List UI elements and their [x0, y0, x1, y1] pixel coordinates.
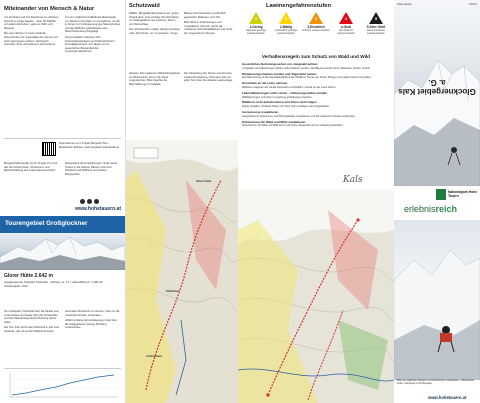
tour-paragraph: Vom Parkplatz Ködnitztal über die Straße zum Lucknerhaus und weiter über die Forststraße und den Wanderweg hinauf Richtung Glorer Hütte. [4, 310, 59, 324]
panel-lawinen [238, 0, 394, 403]
heading-schutzwald: Schutzwald [129, 3, 160, 9]
website-link[interactable]: www.hohetauern.at [75, 206, 121, 212]
website-link[interactable]: www.hohetauern.at [428, 395, 467, 400]
rule-item: Gesetzliches Betretungsverbot von Jungwald achten Jungwald und Aufforstungen dürfen nicht befahren werden. Die Bäume werden durch Skikanten schwer verletzt. [242, 62, 371, 70]
intro-text [4, 16, 121, 136]
tour-text [4, 310, 121, 368]
schutzwald-paragraph: Bitte fahre in Aufforstungen und Jungwäldern nicht ab, meide die markierten Schutzwaldflächen und nutze die vorgesehenen Routen. [184, 21, 233, 35]
danger-level-name: 1-Gering [249, 25, 263, 29]
schutzwald-paragraph: Der Schutzwald in steilen Hängen benötigt viele Jahrzehnte, um zu wachsen. Junge Bäume sind besonders empfindlich gegenüber Skikanten und Tritt. [129, 12, 226, 35]
danger-level-desc: allgemein günstige Lawinensituation [246, 29, 266, 35]
np-logo [394, 186, 480, 204]
intro-paragraph: Kommunikation zwischen den Schutzgebietsträgern und Naturschützern, Grundeigentümern und Jägern ist ein wesentlicher Bestandteil der Lenkungsmaßnahmen. [65, 35, 116, 54]
map-label: Ködnitztal [166, 290, 179, 293]
rules-list [242, 63, 392, 188]
logo-text: Osttirol [468, 3, 477, 6]
map-main[interactable] [238, 190, 394, 403]
danger-level-icon: 2 [279, 12, 293, 24]
map-left[interactable] [126, 140, 238, 403]
erleb-suffix: reich [435, 204, 458, 214]
back-photo [394, 220, 480, 380]
danger-level-name: 3-Erheblich [307, 25, 325, 29]
rule-item: Schutzzonen für Wald und Wild respektieren Schutzzonen für Wald und Wild sind in der Karte dargestellt und im Gelände beschildert. [242, 119, 344, 128]
danger-level-2 [272, 12, 300, 54]
elevation-profile [4, 368, 121, 400]
national-park-icon [436, 189, 446, 200]
danger-levels [242, 12, 390, 54]
panel-schutzwald [126, 0, 238, 403]
heading-miteinander: Miteinander von Mensch & Natur [4, 6, 95, 12]
rule-item: Wildtiere nicht aufscheuchen und ihnen nicht folgen Ruhig verhalten, Abstand halten und Tiere nicht verfolgen oder fotografieren. [242, 100, 330, 109]
section2-paragraph: Respektiere die Empfehlungen, lenke deine Touren in die offenen Räume und nimm Rücksicht auf Wildtiere und andere Bergsportler. [65, 162, 117, 176]
danger-level-5 [362, 12, 390, 54]
tour-photo [0, 233, 125, 270]
map-label: Glorer Hütte [196, 180, 212, 183]
danger-level-desc: mehrheitlich günstige Lawinensituation [274, 29, 298, 35]
section2-paragraph: Bergwelt Miteinander ist ein Projekt von Tirol, das die Schutzzonen, Ruhezonen und Bewirtschaftung des Lebensraumes fördert. [4, 162, 58, 173]
facebook-icon[interactable] [80, 199, 85, 204]
cover-photo [394, 0, 480, 186]
rule-item: Dämmerungsstunden meiden und Tageslicht nutzen Die Dämmerung ist die Hauptaktivitätszeit der Wildtiere. Touren am frühen Morgen und späten Abend vermeiden. [242, 71, 372, 80]
rule-item: Hund bitte an die Leine nehmen Wildtiere reagieren auf Hunde besonders empfindlich. Hunde an der Leine führen. [242, 81, 337, 89]
top-logos [397, 3, 477, 6]
danger-level-icon: 5 [369, 12, 383, 24]
danger-level-4 [332, 12, 360, 54]
back-text: Bitte die markierten Routen und Schutzzonen respektieren – Miteinander sicher unterwegs in der Bergwelt. [397, 379, 475, 385]
danger-level-desc: außerordentliche Lawinensituation [367, 29, 385, 35]
tour-banner: Tourengebiet Großglockner [0, 216, 125, 233]
logo-text: Nationalpark [397, 3, 412, 6]
qr-code-icon[interactable] [42, 142, 56, 156]
qr-section [4, 138, 121, 160]
erleb-prefix: erlebnis [404, 204, 436, 214]
danger-level-name: 4-Groß [340, 25, 352, 29]
danger-level-1 [242, 12, 270, 54]
danger-level-3 [302, 12, 330, 54]
tour-paragraph: Abfahrt entlang der Aufstiegsspur oder über die freigegebenen Hänge Richtung Lucknerhaus. [65, 319, 117, 330]
rules-heading: Verhaltensregeln zum Schutz von Wald und Wild [261, 54, 371, 59]
tour-paragraph: Die Tour führt durch das Ködnitztal in das freie Gelände. Hier ist auf die Wildschutzzonen besonders Rücksicht zu nehmen, bitte nur die markierten Routen verwenden. [4, 310, 120, 333]
danger-level-icon: 3 [309, 12, 323, 24]
intro-paragraph: Bei einer Skitour im freien Gelände überschreiten wir regelmäßig die Grenze und sind Lebensraum anderer, ökologisch wertvoller Tiere und seltener Lebensräume. [4, 32, 58, 47]
panel-nature [0, 0, 125, 403]
youtube-icon[interactable] [94, 199, 99, 204]
heading-lawinen: Lawinengefahrenstufen [266, 3, 332, 9]
rule-item: Lebendfütterungen nicht stören – Fütterungsstellen meiden Wildfütterungen und deren Umgebung großräumig umgehen. [242, 90, 328, 99]
danger-level-desc: kritische Lawinensituation [302, 29, 330, 32]
hint-text [129, 72, 235, 136]
social-icons [80, 199, 99, 204]
qr-label: Informationen zum Projekt Bergwelt Tirol – Miteinander Erleben: www.bergwelt-miteinander.at [59, 142, 119, 149]
danger-level-desc: sehr kritische Lawinensituation [337, 29, 355, 35]
intro-paragraph: Um die Natur und ihre Bewohner zu schützen, braucht es einige Regeln – aber die Mithilfe von jedem Einzelnen, seien es Wild- und Respekt. [4, 16, 59, 30]
np-name: Nationalpark Hohe Tauern [448, 190, 478, 198]
danger-level-icon: 4 [339, 12, 353, 24]
rule-item: Ausweisung respektieren Ausgewiesene Ruhezonen und Schutzgebiete respektieren und die markierten Routen verwenden. [242, 109, 356, 118]
tour-title: Glorer Hütte 2.642 m [4, 273, 53, 279]
kals-logo: Kals [343, 175, 363, 185]
section2-text [4, 162, 121, 212]
map-label: Lucknerhaus [146, 355, 163, 358]
tour-facts: Ausgangspunkt: Parkplatz Ködnitztal · Aufstieg: ca. 3 h · Höhendifferenz: 1.180 Hm · Schwierigkeit: mittel [4, 281, 105, 288]
instagram-icon[interactable] [87, 199, 92, 204]
hint-paragraph: Die Darstellung der Touren ersetzt keine Lawinenbeurteilung. Informiere dich vor jeder Tour über die aktuelle Lawinenlage. [184, 72, 233, 83]
cover-title: Glocknergebiet Kals a. G. [398, 78, 476, 96]
danger-level-name: 2-Mäßig [279, 25, 293, 29]
danger-level-icon: 1 [249, 12, 263, 24]
schutzwald-text [129, 12, 235, 72]
panel-cover [394, 0, 480, 403]
erlebnisreich-logo [394, 204, 480, 220]
schutzwald-paragraph: Wälder, Bergwald-Ökosysteme als „grüne Infrastruktur“ eine wichtige Schutzfunktion vor Naturgefahren wie Lawinen, Muren und Steinschlag. [129, 12, 179, 26]
danger-level-name: 5-Sehr Groß [366, 25, 386, 29]
intro-paragraph: Um ein möglichst konfliktfreies Miteinander von Mensch und Natur zu ermöglichen, wurde in Zonen zur Verbesserung des Naturschutzes und der Wildruhe gebietsweise eine Besucherlenkung festgelegt. [65, 16, 121, 34]
hint-paragraph: Hinweis: Die markierten Wildschutzgebiete und Ruhezonen sind in der Karte eingezeichnet. Bitte beachte die Beschilderung im Gelände. [129, 72, 180, 86]
